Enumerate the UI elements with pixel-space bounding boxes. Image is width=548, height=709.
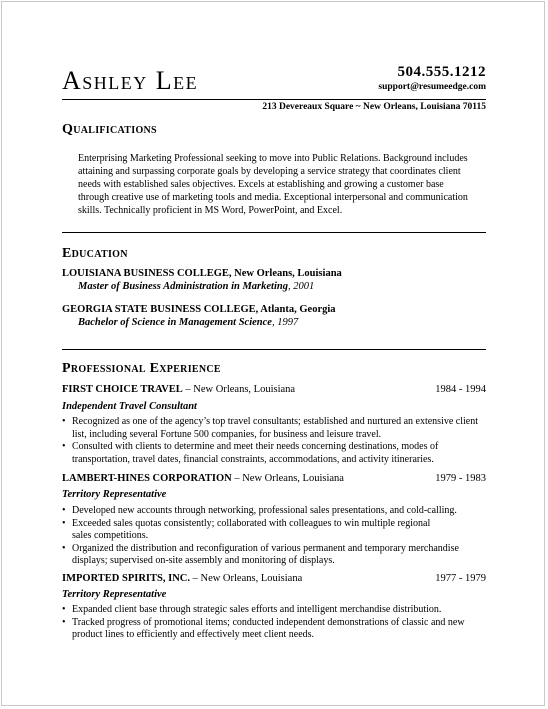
summary-line: attaining and surpassing corporate goals by developing a service strategy that coordinates client (78, 166, 461, 177)
list-item (62, 543, 486, 568)
street-address: 213 Devereaux Square ~ New Orleans, Louisiana 70115 (262, 102, 486, 112)
bullet-line: Expanded client base through strategic sales efforts and intelligent merchandise distribution. (72, 604, 442, 615)
bullet-line: Developed new accounts through networking, professional sales presentations, and cold-calling. (72, 505, 457, 516)
bullet-line: product lines to efficiently and effectively meet client needs. (72, 629, 315, 640)
degree-year: , 1997 (271, 317, 299, 328)
experience-heading: Professional Experience (62, 361, 221, 376)
summary-line: through creative use of marketing tools and media. Exceptional interpersonal and communication (78, 192, 468, 203)
bullet-icon: • (62, 416, 66, 427)
qualifications-heading: Qualifications (62, 122, 157, 137)
bullet-line: list, including several Fortune 500 companies, for business and leisure travel. (72, 428, 382, 440)
bullet-icon: • (62, 616, 66, 628)
job-header (62, 384, 486, 395)
bullet-line: Exceeded sales quotas consistently; collaborated with colleagues to win multiple regional (72, 517, 431, 529)
job-title: Territory Representative (62, 489, 167, 500)
bullet-icon: • (62, 517, 66, 529)
education-degree (78, 317, 298, 328)
bullet-line: Tracked progress of promotional items; conducted independent demonstrations of classic and new (72, 616, 465, 628)
company-location: – New Orleans, Louisiana (231, 473, 344, 484)
company-name: IMPORTED SPIRITS, INC. (62, 573, 190, 584)
job-duties (62, 416, 486, 466)
job-title: Independent Travel Consultant (62, 401, 197, 412)
list-item (62, 617, 486, 642)
job-duties (62, 505, 486, 568)
list-item (62, 505, 486, 518)
bullet-line: transportation, travel dates, financial constraints, accommodations, and activity itineraries. (72, 453, 434, 465)
bullet-line: Consulted with clients to determine and meet their needs concerning destinations, modes of (72, 441, 439, 452)
degree-year: , 2001 (287, 281, 315, 292)
bullet-icon: • (62, 505, 66, 516)
candidate-name: Ashley Lee (62, 66, 199, 95)
education-school: LOUISIANA BUSINESS COLLEGE, New Orleans, Louisiana (62, 268, 342, 279)
job-duties (62, 604, 486, 642)
company-location: – New Orleans, Louisiana (182, 384, 296, 395)
header-divider (62, 99, 486, 100)
education-heading: Education (62, 246, 128, 261)
bullet-line: displays; supervised on-site assembly and monitoring of displays. (72, 555, 335, 566)
bullet-line: Recognized as one of the agency’s top travel consultants; established and nurtured an extensive client (72, 416, 478, 427)
job-header (62, 573, 486, 584)
section-divider (62, 232, 486, 233)
degree-name: Master of Business Administration in Marketing (78, 281, 288, 292)
section-divider (62, 349, 486, 350)
summary-line: needs with established sales objectives. Excels at establishing and growing a customer base (78, 179, 444, 190)
phone-number: 504.555.1212 (397, 64, 486, 80)
summary-line: Enterprising Marketing Professional seeking to move into Public Relations. Background includes (78, 153, 468, 164)
summary-line: skills. Technically proficient in MS Word, PowerPoint, and Excel. (78, 205, 343, 216)
list-item (62, 441, 486, 466)
job-dates: 1979 - 1983 (435, 473, 486, 484)
job-dates: 1977 - 1979 (435, 573, 486, 584)
job-header (62, 473, 486, 484)
bullet-icon: • (62, 604, 66, 615)
bullet-line: sales competitions. (72, 530, 149, 541)
bullet-line: Organized the distribution and reconfiguration of various permanent and temporary merchandise (72, 542, 459, 554)
email-address: support@resumeedge.com (378, 82, 486, 92)
education-school: GEORGIA STATE BUSINESS COLLEGE, Atlanta, Georgia (62, 304, 336, 315)
qualifications-summary (78, 152, 490, 217)
job-title: Territory Representative (62, 589, 167, 600)
education-degree (78, 281, 314, 292)
company-name: FIRST CHOICE TRAVEL (62, 384, 183, 395)
list-item (62, 416, 486, 441)
degree-name: Bachelor of Science in Management Science (78, 317, 272, 328)
list-item (62, 604, 486, 617)
bullet-icon: • (62, 542, 66, 554)
list-item (62, 518, 486, 543)
bullet-icon: • (62, 441, 66, 452)
company-location: – New Orleans, Louisiana (189, 573, 303, 584)
job-dates: 1984 - 1994 (435, 384, 486, 395)
company-name: LAMBERT-HINES CORPORATION (62, 473, 232, 484)
